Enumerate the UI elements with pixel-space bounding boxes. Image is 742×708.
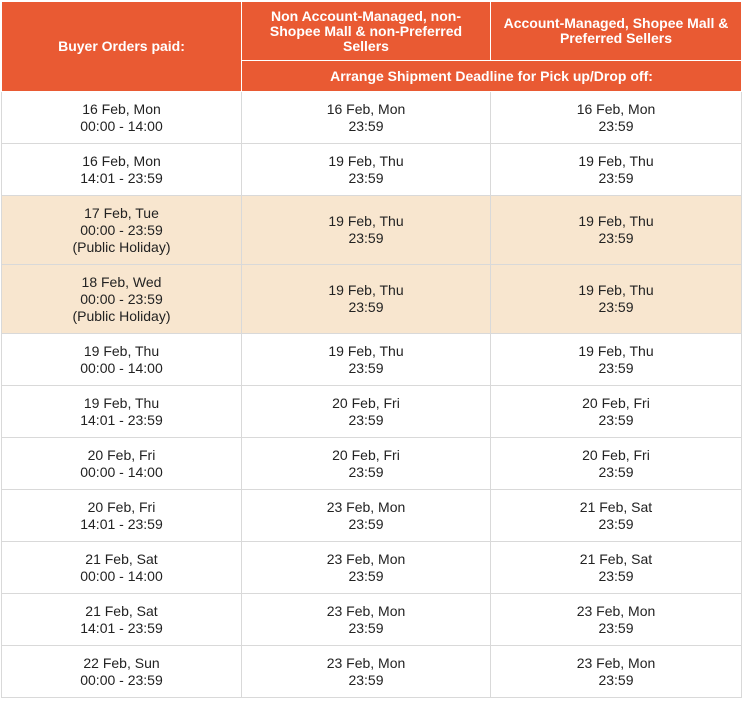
header-non-managed-sellers: Non Account-Managed, non-Shopee Mall & non-Preferred Sellers bbox=[242, 2, 491, 61]
managed-deadline-line: 23:59 bbox=[598, 619, 634, 636]
non-managed-deadline-cell bbox=[242, 646, 491, 698]
shipment-deadline-table bbox=[1, 1, 742, 698]
managed-deadline-cell bbox=[491, 265, 742, 334]
non-managed-deadline-line: 23:59 bbox=[348, 619, 384, 636]
managed-deadline-line: 19 Feb, Thu bbox=[578, 152, 654, 169]
non-managed-deadline-line: 23:59 bbox=[348, 169, 384, 186]
managed-deadline-cell bbox=[491, 594, 742, 646]
non-managed-deadline-cell bbox=[242, 542, 491, 594]
non-managed-deadline-line: 19 Feb, Thu bbox=[328, 213, 404, 229]
non-managed-deadline-cell bbox=[242, 265, 491, 334]
table-row bbox=[2, 594, 742, 646]
non-managed-deadline-line: 23 Feb, Mon bbox=[326, 498, 406, 515]
non-managed-deadline-line: 16 Feb, Mon bbox=[326, 100, 406, 117]
paid-line: 22 Feb, Sun bbox=[83, 654, 160, 671]
paid-line: (Public Holiday) bbox=[72, 238, 171, 255]
managed-deadline-line: 23 Feb, Mon bbox=[576, 602, 656, 619]
paid-line: 21 Feb, Sat bbox=[85, 550, 158, 567]
managed-deadline-line: 23:59 bbox=[598, 299, 634, 315]
table-row bbox=[2, 196, 742, 265]
table-row bbox=[2, 646, 742, 698]
paid-line: 00:00 - 14:00 bbox=[80, 359, 163, 376]
managed-deadline-line: 19 Feb, Thu bbox=[578, 342, 654, 359]
managed-deadline-line: 23:59 bbox=[598, 463, 634, 480]
paid-line: 00:00 - 14:00 bbox=[80, 567, 163, 584]
non-managed-deadline-line: 23:59 bbox=[348, 411, 384, 428]
table-row bbox=[2, 92, 742, 144]
header-buyer-orders-paid: Buyer Orders paid: bbox=[2, 2, 242, 92]
table-row bbox=[2, 438, 742, 490]
managed-deadline-cell bbox=[491, 334, 742, 386]
managed-deadline-cell bbox=[491, 144, 742, 196]
non-managed-deadline-cell bbox=[242, 490, 491, 542]
managed-deadline-line: 23:59 bbox=[598, 359, 634, 376]
non-managed-deadline-line: 23 Feb, Mon bbox=[326, 602, 406, 619]
managed-deadline-line: 23:59 bbox=[598, 230, 634, 246]
non-managed-deadline-line: 23 Feb, Mon bbox=[326, 550, 406, 567]
paid-cell bbox=[2, 386, 242, 438]
paid-line: 14:01 - 23:59 bbox=[80, 411, 163, 428]
non-managed-deadline-line: 23:59 bbox=[348, 299, 384, 315]
managed-deadline-line: 23 Feb, Mon bbox=[576, 654, 656, 671]
paid-cell bbox=[2, 334, 242, 386]
table-row bbox=[2, 490, 742, 542]
paid-line: 17 Feb, Tue bbox=[84, 204, 159, 221]
non-managed-deadline-cell bbox=[242, 594, 491, 646]
paid-line: 00:00 - 23:59 bbox=[80, 290, 163, 307]
paid-line: 20 Feb, Fri bbox=[87, 498, 156, 515]
non-managed-deadline-line: 19 Feb, Thu bbox=[328, 152, 404, 169]
managed-deadline-line: 23:59 bbox=[598, 411, 634, 428]
non-managed-deadline-line: 23 Feb, Mon bbox=[326, 654, 406, 671]
managed-deadline-cell bbox=[491, 386, 742, 438]
managed-deadline-line: 20 Feb, Fri bbox=[582, 394, 650, 411]
managed-deadline-cell bbox=[491, 196, 742, 265]
non-managed-deadline-cell bbox=[242, 438, 491, 490]
header-managed-sellers: Account-Managed, Shopee Mall & Preferred Sellers bbox=[491, 2, 742, 61]
managed-deadline-cell bbox=[491, 490, 742, 542]
non-managed-deadline-cell bbox=[242, 92, 491, 144]
non-managed-deadline-line: 23:59 bbox=[348, 230, 384, 246]
paid-line: 14:01 - 23:59 bbox=[80, 619, 163, 636]
paid-cell bbox=[2, 438, 242, 490]
table-header bbox=[2, 2, 742, 92]
paid-line: 00:00 - 14:00 bbox=[80, 117, 163, 134]
table-row bbox=[2, 542, 742, 594]
header-arrange-shipment-deadline: Arrange Shipment Deadline for Pick up/Drop off: bbox=[242, 61, 742, 92]
table-row bbox=[2, 144, 742, 196]
non-managed-deadline-line: 23:59 bbox=[348, 515, 384, 532]
non-managed-deadline-line: 23:59 bbox=[348, 117, 384, 134]
paid-line: 00:00 - 14:00 bbox=[80, 463, 163, 480]
managed-deadline-line: 23:59 bbox=[598, 671, 634, 688]
paid-cell bbox=[2, 92, 242, 144]
managed-deadline-line: 21 Feb, Sat bbox=[579, 498, 653, 515]
paid-line: 00:00 - 23:59 bbox=[80, 221, 163, 238]
non-managed-deadline-cell bbox=[242, 144, 491, 196]
table-body bbox=[2, 92, 742, 698]
managed-deadline-line: 23:59 bbox=[598, 515, 634, 532]
paid-line: 16 Feb, Mon bbox=[82, 152, 161, 169]
managed-deadline-line: 20 Feb, Fri bbox=[582, 446, 650, 463]
non-managed-deadline-line: 23:59 bbox=[348, 359, 384, 376]
paid-line: 19 Feb, Thu bbox=[83, 394, 160, 411]
paid-cell bbox=[2, 594, 242, 646]
paid-cell bbox=[2, 196, 242, 265]
paid-line: (Public Holiday) bbox=[72, 307, 171, 324]
paid-cell bbox=[2, 542, 242, 594]
non-managed-deadline-line: 19 Feb, Thu bbox=[328, 282, 404, 298]
non-managed-deadline-cell bbox=[242, 334, 491, 386]
paid-line: 16 Feb, Mon bbox=[82, 100, 161, 117]
paid-line: 18 Feb, Wed bbox=[81, 273, 162, 290]
table-row bbox=[2, 265, 742, 334]
non-managed-deadline-cell bbox=[242, 196, 491, 265]
managed-deadline-line: 21 Feb, Sat bbox=[579, 550, 653, 567]
paid-line: 20 Feb, Fri bbox=[87, 446, 156, 463]
managed-deadline-cell bbox=[491, 92, 742, 144]
paid-line: 21 Feb, Sat bbox=[85, 602, 158, 619]
paid-line: 14:01 - 23:59 bbox=[80, 515, 163, 532]
managed-deadline-line: 23:59 bbox=[598, 117, 634, 134]
paid-line: 14:01 - 23:59 bbox=[80, 169, 163, 186]
non-managed-deadline-line: 23:59 bbox=[348, 671, 384, 688]
non-managed-deadline-line: 20 Feb, Fri bbox=[332, 446, 400, 463]
paid-cell bbox=[2, 144, 242, 196]
managed-deadline-line: 19 Feb, Thu bbox=[578, 282, 654, 298]
managed-deadline-line: 16 Feb, Mon bbox=[576, 100, 656, 117]
non-managed-deadline-line: 20 Feb, Fri bbox=[332, 394, 400, 411]
non-managed-deadline-cell bbox=[242, 386, 491, 438]
table-row bbox=[2, 386, 742, 438]
table-row bbox=[2, 334, 742, 386]
non-managed-deadline-line: 19 Feb, Thu bbox=[328, 342, 404, 359]
managed-deadline-line: 23:59 bbox=[598, 567, 634, 584]
managed-deadline-cell bbox=[491, 542, 742, 594]
managed-deadline-cell bbox=[491, 438, 742, 490]
paid-line: 00:00 - 23:59 bbox=[80, 671, 163, 688]
managed-deadline-line: 23:59 bbox=[598, 169, 634, 186]
paid-cell bbox=[2, 490, 242, 542]
paid-cell bbox=[2, 646, 242, 698]
managed-deadline-line: 19 Feb, Thu bbox=[578, 213, 654, 229]
paid-cell bbox=[2, 265, 242, 334]
non-managed-deadline-line: 23:59 bbox=[348, 463, 384, 480]
non-managed-deadline-line: 23:59 bbox=[348, 567, 384, 584]
managed-deadline-cell bbox=[491, 646, 742, 698]
paid-line: 19 Feb, Thu bbox=[83, 342, 160, 359]
